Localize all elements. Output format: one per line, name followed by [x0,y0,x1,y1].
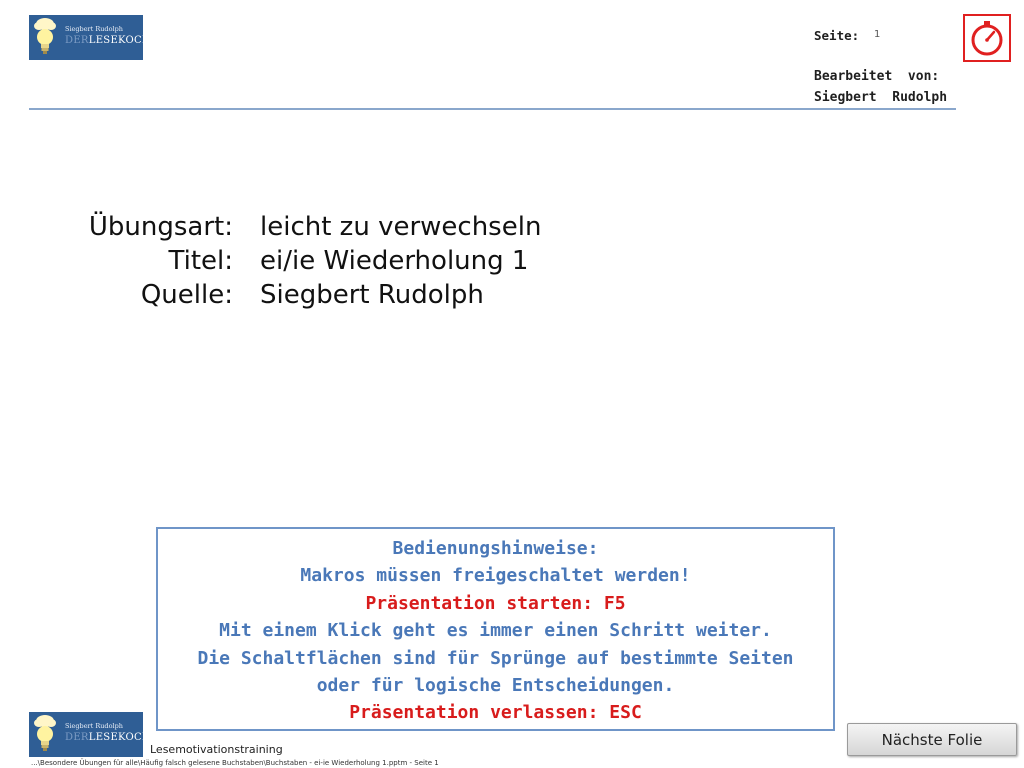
source-value: Siegbert Rudolph [260,280,484,310]
instructions-box [156,527,835,731]
title-value: ei/ie Wiederholung 1 [260,246,529,276]
footer-file-path: ...\Besondere Übungen für alle\Häufig falsch gelesene Buchstaben\Buchstaben - ei-ie Wiederholung 1.pptm - Seite 1 [31,759,439,767]
exercise-type-value: leicht zu verwechseln [260,212,542,242]
footer-logo-title-main: LESEKOCH [88,732,152,743]
edited-by-name: Siegbert Rudolph [814,90,948,105]
edited-by-label: Bearbeitet von: [814,69,940,84]
chef-lightbulb-icon [29,15,69,60]
footer-lesekoch-logo [29,712,152,757]
instructions-start: Präsentation starten: F5 [365,592,626,614]
info-row-type [60,210,541,244]
instructions-heading: Bedienungshinweise: [392,538,599,559]
lesekoch-logo [29,15,152,60]
logo-title-prefix: DER [65,35,89,46]
footer-logo-title-prefix: DER [65,732,89,743]
footer-logo-title [65,732,151,743]
logo-subtitle: Siegbert Rudolph [65,25,123,33]
instructions-buttons: Die Schaltflächen sind für Sprünge auf bestimmte Seiten [197,647,794,669]
instructions-click: Mit einem Klick geht es immer einen Schritt weiter. [219,620,772,642]
instructions-macros: Makros müssen freigeschaltet werden! [300,565,691,587]
exercise-type-label: Übungsart: [88,212,233,242]
logo-title [65,35,151,46]
timer-button[interactable] [963,14,1011,62]
stopwatch-icon [967,18,1007,58]
exercise-info [60,210,541,312]
title-label: Titel: [168,246,233,276]
footer-brand: Lesemotivationstraining [150,743,283,756]
page-label: Seite: [814,28,860,43]
footer-logo-subtitle: Siegbert Rudolph [65,722,123,730]
info-row-source [60,278,541,312]
instructions-exit: Präsentation verlassen: ESC [349,702,642,724]
next-slide-button[interactable]: Nächste Folie [847,723,1017,756]
page-number: 1 [874,29,881,40]
edited-by [814,66,947,108]
info-row-title [60,244,541,278]
header-divider [29,108,956,110]
chef-lightbulb-icon [29,712,69,757]
instructions-decisions: oder für logische Entscheidungen. [316,675,675,697]
logo-title-main: LESEKOCH [88,35,152,46]
source-label: Quelle: [140,280,233,310]
